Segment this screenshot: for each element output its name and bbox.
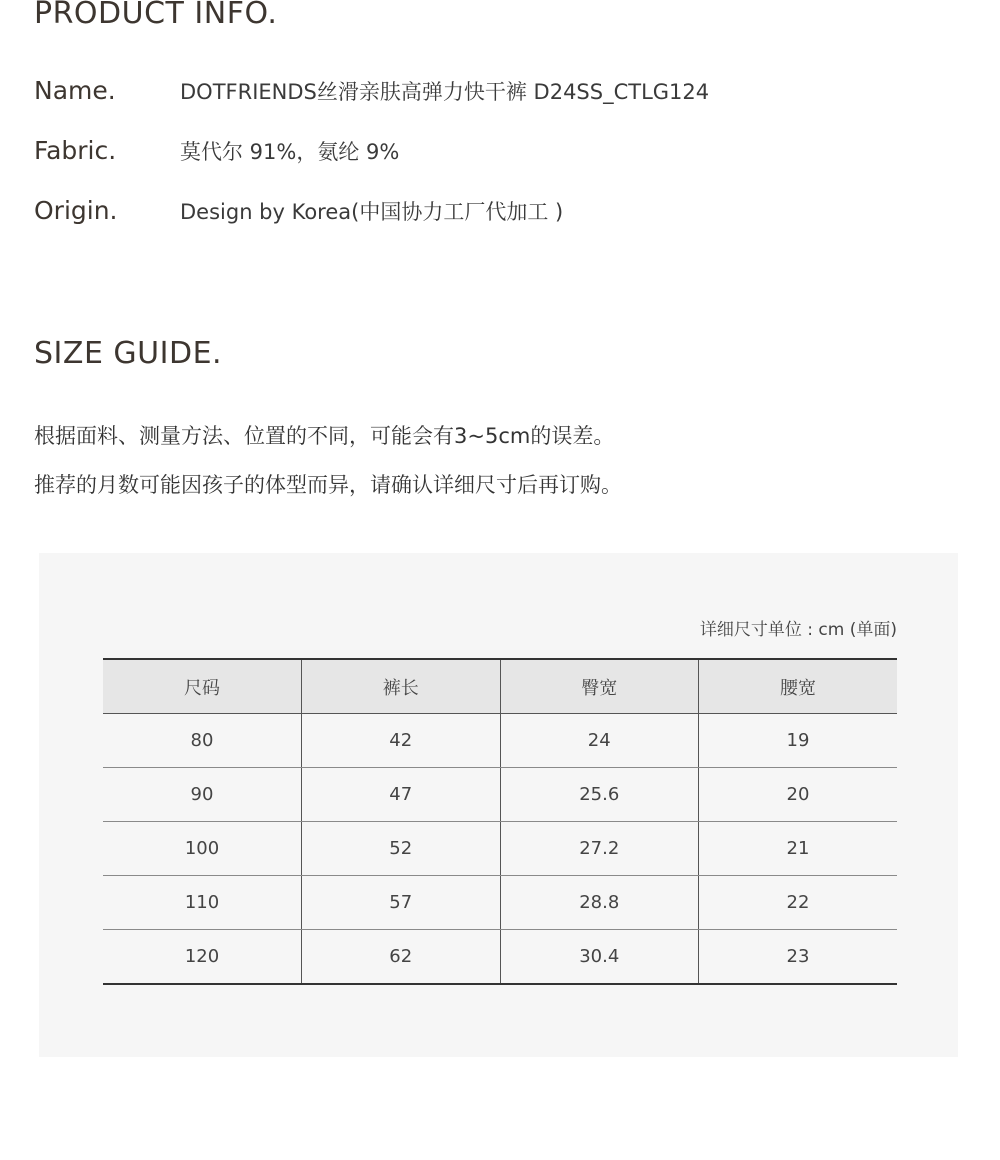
table-cell: 52 [302,822,501,876]
table-cell: 100 [103,822,302,876]
unit-note: 详细尺寸单位 : cm (单面) [699,620,897,640]
info-row-origin [34,192,974,232]
size-guide-heading: SIZE GUIDE. [34,336,223,371]
table-cell: 21 [699,822,898,876]
table-cell: 28.8 [500,876,699,930]
size-notice-tolerance: 根据面料、测量方法、位置的不同，可能会有3~5cm的误差。 [34,424,615,448]
table-cell: 27.2 [500,822,699,876]
column-header-size: 尺码 [103,659,302,714]
size-notice-recommendation: 推荐的月数可能因孩子的体型而异，请确认详细尺寸后再订购。 [34,473,622,497]
info-value-origin: Design by Korea(中国协力工厂代加工 ) [180,200,564,224]
column-header-waist: 腰宽 [699,659,898,714]
table-row [103,930,897,985]
info-row-fabric [34,132,974,172]
product-info-heading: PRODUCT INFO. [34,0,278,31]
info-label-origin: Origin. [34,196,118,225]
table-cell: 57 [302,876,501,930]
table-header-row [103,659,897,714]
table-cell: 24 [500,714,699,768]
table-cell: 20 [699,768,898,822]
table-cell: 25.6 [500,768,699,822]
column-header-length: 裤长 [302,659,501,714]
table-row [103,714,897,768]
table-row [103,768,897,822]
table-cell: 23 [699,930,898,985]
info-value-name: DOTFRIENDS丝滑亲肤高弹力快干裤 D24SS_CTLG124 [180,80,710,104]
table-row [103,822,897,876]
table-cell: 62 [302,930,501,985]
size-table [103,658,897,985]
table-cell: 90 [103,768,302,822]
table-cell: 120 [103,930,302,985]
size-chart-panel [39,553,958,1057]
column-header-hip: 臀宽 [500,659,699,714]
info-row-name [34,72,974,112]
table-cell: 110 [103,876,302,930]
table-cell: 30.4 [500,930,699,985]
info-label-fabric: Fabric. [34,136,117,165]
info-value-fabric: 莫代尔 91%，氨纶 9% [180,140,400,164]
table-cell: 42 [302,714,501,768]
table-cell: 80 [103,714,302,768]
info-label-name: Name. [34,76,116,105]
table-cell: 19 [699,714,898,768]
table-cell: 22 [699,876,898,930]
table-cell: 47 [302,768,501,822]
table-row [103,876,897,930]
